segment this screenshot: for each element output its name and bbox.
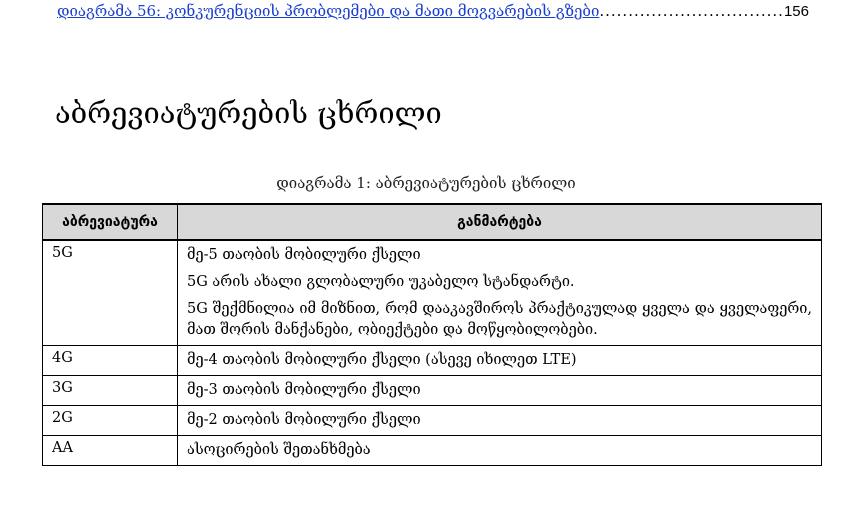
abbreviations-table (42, 203, 822, 466)
definition-cell (178, 346, 822, 376)
definition-paragraph: მე-5 თაობის მობილური ქსელი (187, 247, 421, 263)
header-definition: განმარტება (178, 204, 822, 240)
definition-paragraph: 5G შექმნილია იმ მიზნით, რომ დააკავშიროს პრაქტიკულად ყველა და ყველაფერი, მათ შორის მანქანები, ობიექტები და მოწყობილობები. (187, 301, 812, 338)
abbreviation-cell: 4G (43, 346, 178, 376)
definition-cell (178, 406, 822, 436)
table-row (43, 346, 822, 376)
table-row (43, 436, 822, 466)
table-header-row (43, 204, 822, 240)
abbreviation-cell: AA (43, 436, 178, 466)
definition-paragraph: 5G არის ახალი გლობალური უკაბელო სტანდარტი. (187, 274, 575, 290)
definition-paragraph: მე-3 თაობის მობილური ქსელი (187, 382, 421, 398)
table-caption: დიაგრამა 1: აბრევიატურების ცხრილი (276, 174, 576, 192)
abbreviation-cell: 2G (43, 406, 178, 436)
toc-link[interactable]: დიაგრამა 56: კონკურენციის პრობლემები და მათი მოგვარების გზები (57, 2, 600, 20)
definition-cell (178, 376, 822, 406)
abbreviation-cell: 3G (43, 376, 178, 406)
definition-paragraph: მე-4 თაობის მობილური ქსელი (ასევე იხილეთ LTE) (187, 352, 577, 368)
toc-leader-dots (599, 2, 784, 20)
section-heading: აბრევიატურების ცხრილი (55, 96, 442, 130)
definition-paragraph: მე-2 თაობის მობილური ქსელი (187, 412, 421, 428)
toc-entry (57, 2, 809, 20)
table-row (43, 376, 822, 406)
definition-paragraph: ასოცირების შეთანხმება (187, 442, 371, 458)
table-body (43, 240, 822, 466)
table-row (43, 406, 822, 436)
definition-cell (178, 436, 822, 466)
toc-page-number: 156 (783, 3, 809, 20)
abbreviation-cell: 5G (43, 240, 178, 346)
definition-cell (178, 240, 822, 346)
table-row (43, 240, 822, 346)
header-abbreviation: აბრევიატურა (43, 204, 178, 240)
